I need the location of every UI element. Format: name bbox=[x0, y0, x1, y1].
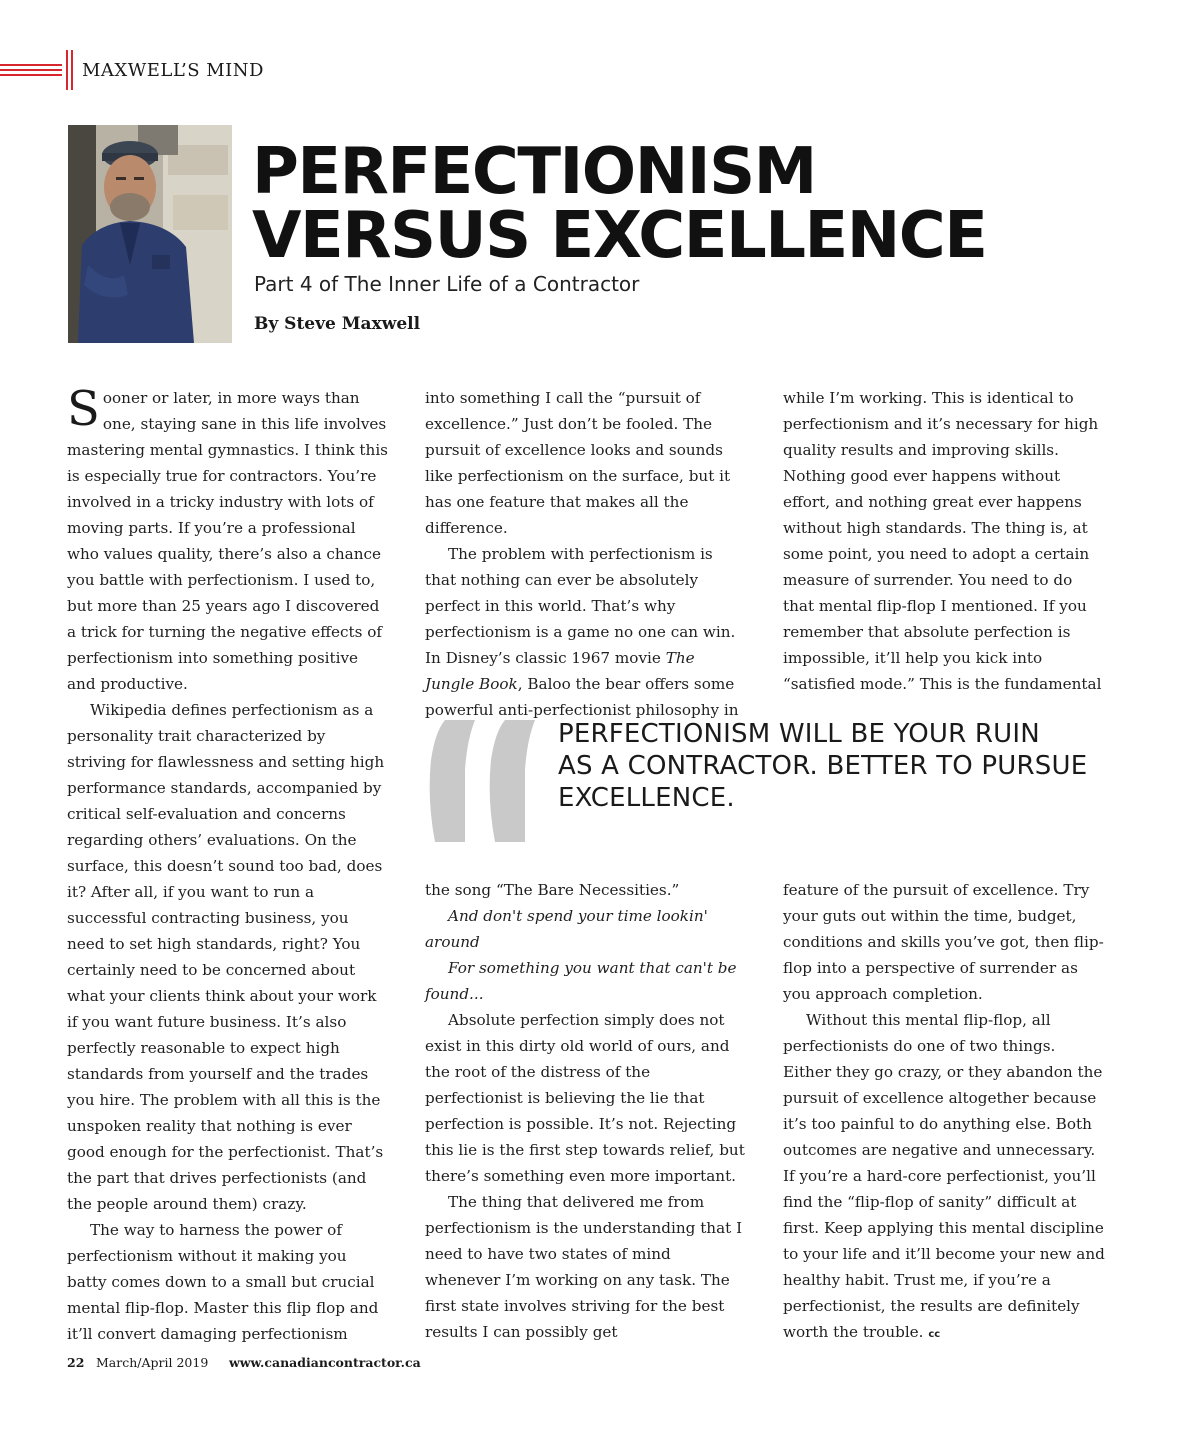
paragraph-text: ooner or later, in more ways than one, staying sane in this life involves mastering mental gymnastics. I think this is especially true for contractors. You’re involved in a tricky industry with lots of moving parts. If you’re a professional who values quality, there’s also a chance you battle with perfectionism. I used to, but more than 25 years ago I discovered a trick for turning the negative effects of perfectionism into something positive and productive. bbox=[67, 389, 388, 693]
quote-mark-icon bbox=[427, 720, 539, 842]
paragraph: feature of the pursuit of excellence. Try your guts out within the time, budget, conditions and skills you’ve got, then flip-flop into a perspective of surrender as you approach completion. bbox=[783, 881, 1104, 1003]
byline: By Steve Maxwell bbox=[254, 314, 421, 334]
title-line-2: VERSUS EXCELLENCE bbox=[252, 199, 987, 273]
paragraph-text: The problem with perfectionism is that nothing can ever be absolutely perfect in this world. That’s why perfectionism is a game no one can win. In Disney’s classic 1967 movie bbox=[425, 545, 736, 667]
paragraph: the song “The Bare Necessities.” bbox=[425, 881, 680, 899]
section-rule-lines bbox=[0, 64, 62, 78]
paragraph-text: Without this mental flip-flop, all perfectionists do one of two things. Either they go crazy, or they abandon the pursuit of excellence altogether because it’s too painful to do anything else. Both outcomes are negative and unnecessary. If you’re a hard-core perfectionist, you’ll find the “flip-flop of sanity” difficult at first. Keep applying this mental discipline to your life and it’ll become your new and healthy habit. Trust me, if you’re a perfectionist, the results are definitely worth the trouble. bbox=[783, 1011, 1105, 1341]
column-2-top bbox=[425, 385, 747, 723]
paragraph: The way to harness the power of perfectionism without it making you batty comes down to a small but crucial mental flip-flop. Master this flip flop and it’ll convert damaging perfectionism bbox=[67, 1221, 379, 1343]
pull-quote-line-2: AS A CONTRACTOR. BETTER TO PURSUE bbox=[558, 751, 1088, 781]
paragraph: while I’m working. This is identical to perfectionism and it’s necessary for high quality results and improving skills. Nothing good ever happens without effort, and nothing great ever happens without high standards. The thing is, at some point, you need to adopt a certain measure of surrender. You need to do that mental flip-flop I mentioned. If you remember that absolute perfection is impossible, it’ll help you kick into “satisfied mode.” This is the fundamental bbox=[783, 389, 1102, 693]
drop-cap: S bbox=[67, 381, 100, 437]
pull-quote-line-3: EXCELLENCE. bbox=[558, 783, 735, 813]
pull-quote bbox=[558, 718, 1138, 814]
column-2-bottom bbox=[425, 877, 747, 1345]
movie-title: The Jungle Book bbox=[425, 649, 695, 693]
column-1 bbox=[67, 381, 389, 1347]
author-photo bbox=[68, 125, 232, 343]
paragraph bbox=[783, 1007, 1105, 1348]
page-number: 22 bbox=[67, 1355, 85, 1370]
section-bar-left bbox=[66, 50, 68, 90]
paragraph bbox=[425, 541, 747, 723]
issue-date: March/April 2019 bbox=[96, 1355, 209, 1370]
song-lyric bbox=[425, 955, 747, 1007]
column-3-top bbox=[783, 385, 1105, 697]
paragraph: Wikipedia defines perfectionism as a personality trait characterized by striving for flawlessness and setting high performance standards, accompanied by critical self-evaluation and concerns regarding others’ evaluations. On the surface, this doesn’t sound too bad, does it? After all, if you want to run a successful contracting business, you need to set high standards, right? You certainly need to be concerned about what your clients think about your work if you want future business. It’s also perfectly reasonable to expect high standards from yourself and the trades you hire. The problem with all this is the unspoken reality that nothing is ever good enough for the perfectionist. That’s the part that drives perfectionists (and the people around them) crazy. bbox=[67, 701, 385, 1213]
website-url[interactable]: www.canadiancontractor.ca bbox=[229, 1355, 421, 1370]
end-mark: cc bbox=[928, 1329, 941, 1340]
section-label: MAXWELL’S MIND bbox=[82, 60, 264, 81]
lyric-text: And don't spend your time lookin' around bbox=[425, 907, 708, 951]
section-bar-right bbox=[71, 50, 73, 90]
song-lyric bbox=[425, 903, 747, 955]
column-3-bottom bbox=[783, 877, 1105, 1348]
title-line-1: PERFECTIONISM bbox=[252, 135, 816, 209]
article-title bbox=[252, 135, 1152, 273]
pull-quote-line-1: PERFECTIONISM WILL BE YOUR RUIN bbox=[558, 719, 1040, 749]
article-subtitle: Part 4 of The Inner Life of a Contractor bbox=[254, 272, 640, 296]
lyric-text: For something you want that can't be found... bbox=[425, 959, 737, 1003]
paragraph bbox=[67, 381, 389, 697]
paragraph: into something I call the “pursuit of excellence.” Just don’t be fooled. The pursuit of excellence looks and sounds like perfectionism on the surface, but it has one feature that makes all the difference. bbox=[425, 389, 731, 537]
paragraph-text: , Baloo the bear offers some powerful anti-perfectionist philosophy in bbox=[425, 675, 739, 719]
paragraph: Absolute perfection simply does not exist in this dirty old world of ours, and the root of the distress of the perfectionist is believing the lie that perfection is possible. It’s not. Rejecting this lie is the first step towards relief, but there’s something even more important. bbox=[425, 1011, 745, 1185]
paragraph: The thing that delivered me from perfectionism is the understanding that I need to have two states of mind whenever I’m working on any task. The first state involves striving for the best results I can possibly get bbox=[425, 1193, 743, 1341]
